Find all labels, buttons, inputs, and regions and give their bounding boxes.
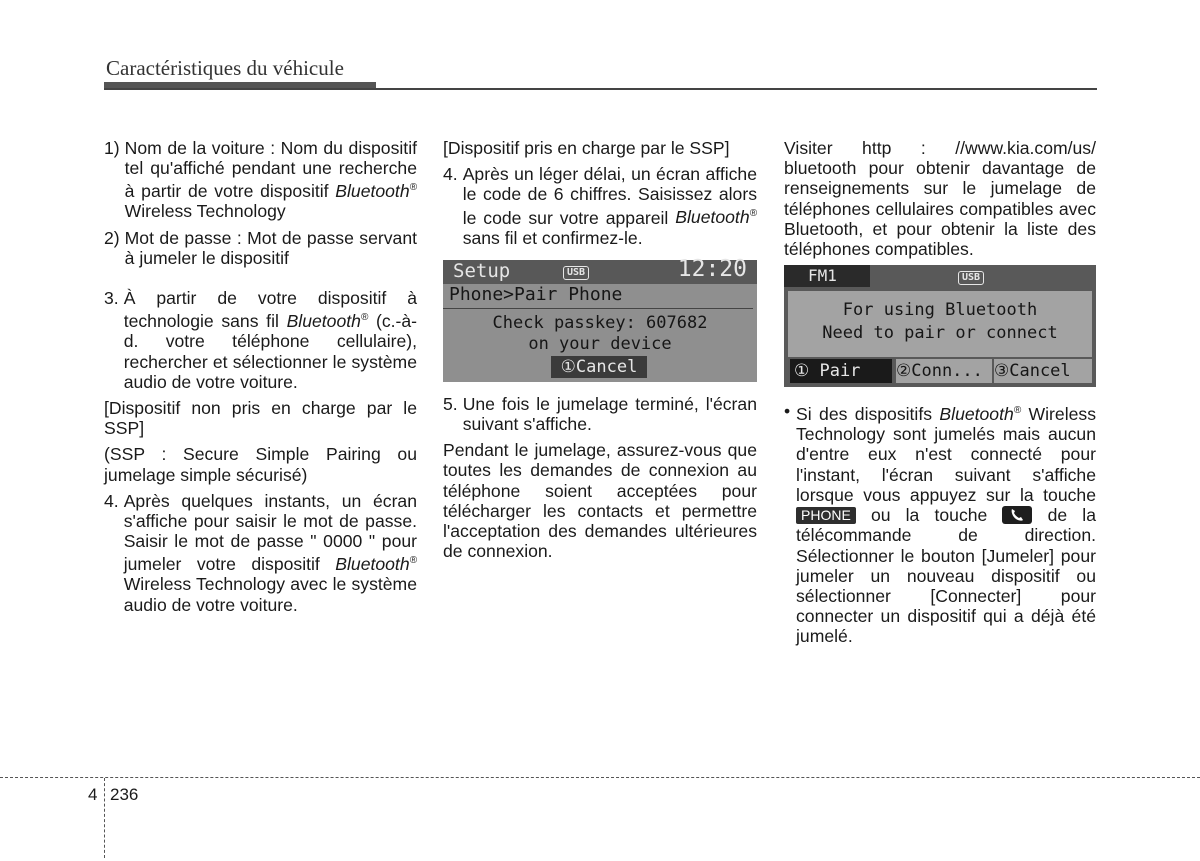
radio-band-label: FM1 bbox=[784, 265, 870, 287]
passkey-instruction: on your device bbox=[528, 333, 672, 354]
ssp-definition: (SSP : Secure Simple Pairing ou jumelage simple sécurisé) bbox=[104, 444, 417, 485]
trademark-symbol: ® bbox=[409, 182, 417, 194]
screen-breadcrumb: Phone>Pair Phone bbox=[449, 283, 623, 305]
step-text bbox=[463, 164, 757, 248]
step-4 bbox=[104, 491, 417, 615]
text-run: Wireless Technology sont jumelés mais aucun d'entre eux n'est connecté pour l'instant, l'écran suivant s'affiche lorsque vous appuyez sur la touche bbox=[796, 404, 1096, 505]
step-text: Une fois le jumelage terminé, l'écran suivant s'affiche. bbox=[462, 393, 757, 435]
text-run: Nom de la voiture : Nom du dispositif tel qu'affiché pendant une recherche à partir de votre dispositif bbox=[124, 138, 417, 202]
passkey-screen bbox=[443, 255, 757, 382]
trademark-symbol: ® bbox=[749, 208, 757, 220]
text-run: Bluetooth bbox=[675, 207, 750, 228]
trademark-symbol: ® bbox=[1013, 405, 1022, 417]
screen-divider bbox=[443, 308, 753, 309]
pair-connect-screen bbox=[784, 265, 1096, 387]
page-number: 236 bbox=[110, 785, 139, 804]
bluetooth-term bbox=[675, 207, 757, 227]
pairing-paragraph: Pendant le jumelage, assurez-vous que toutes les demandes de connexion au téléphone soient acceptées pour télécharger les contacts et permettre l'acceptation des demandes ultérieures de connexion. bbox=[443, 440, 757, 562]
header-rule bbox=[104, 88, 1097, 90]
screen-message-panel bbox=[788, 291, 1092, 357]
column-2 bbox=[443, 138, 757, 568]
chapter-number: 4 bbox=[88, 785, 98, 804]
ssp-heading: [Dispositif pris en charge par le SSP] bbox=[443, 138, 730, 158]
bluetooth-term bbox=[287, 311, 369, 331]
step-5 bbox=[443, 394, 757, 434]
text-run: Wireless Technology avec le système audio de votre voiture. bbox=[123, 574, 417, 615]
call-key-icon bbox=[1002, 506, 1032, 524]
step-4-ssp bbox=[443, 164, 757, 248]
bluetooth-term bbox=[335, 181, 417, 201]
step-number: 5. bbox=[443, 393, 458, 414]
step-text bbox=[124, 491, 417, 615]
text-run: Bluetooth bbox=[335, 554, 410, 575]
item-number: 2) bbox=[104, 227, 120, 248]
bullet-marker: • bbox=[784, 401, 791, 422]
text-run: Si des dispositifs bbox=[796, 404, 940, 425]
step-text bbox=[124, 288, 417, 392]
bluetooth-term bbox=[939, 404, 1021, 424]
step-number: 4. bbox=[104, 490, 119, 511]
list-item-1 bbox=[104, 138, 417, 222]
passkey-message: Check passkey: 607682 bbox=[492, 312, 708, 333]
column-1 bbox=[104, 138, 417, 621]
usb-icon: USB bbox=[958, 271, 984, 285]
item-text bbox=[125, 138, 417, 222]
text-run: de la télécommande de direction. Sélectionner le bouton [Jumeler] pour jumeler un nouveau dispositif ou sélectionner [Connecter] pour connecter un dispositif qui a déjà été jumelé. bbox=[796, 505, 1096, 647]
screen-mode-label: Setup bbox=[453, 259, 511, 282]
bullet-item bbox=[784, 401, 1096, 646]
usb-icon: USB bbox=[563, 266, 589, 280]
bullet-text bbox=[796, 401, 1096, 646]
text-run: (c.-à-d. votre téléphone cellulaire), rechercher et sélectionner le système audio de votre voiture. bbox=[123, 311, 418, 392]
text-run: Bluetooth bbox=[286, 311, 361, 332]
item-number: 1) bbox=[104, 138, 120, 158]
bluetooth-term bbox=[335, 554, 417, 574]
footer-divider bbox=[0, 777, 1200, 778]
phone-key-icon: PHONE bbox=[796, 507, 856, 524]
screen-message-line1: For using Bluetooth bbox=[842, 300, 1038, 321]
column-3 bbox=[784, 138, 1096, 647]
screen-cancel-button: ①Cancel bbox=[551, 356, 647, 378]
footer-vertical-divider bbox=[104, 778, 105, 858]
text-run: Bluetooth bbox=[939, 404, 1014, 425]
step-3 bbox=[104, 288, 417, 392]
step-number: 3. bbox=[104, 288, 119, 309]
screen-cancel-button: ③Cancel bbox=[994, 359, 1092, 383]
screen-connect-button: ②Conn... bbox=[896, 359, 992, 383]
non-ssp-heading: [Dispositif non pris en charge par le SSP] bbox=[104, 397, 417, 439]
text-run: Après un léger délai, un écran affiche le code de 6 chiffres. Saisissez alors le code sur votre appareil bbox=[462, 164, 757, 228]
text-run: Bluetooth bbox=[335, 181, 410, 202]
step-number: 4. bbox=[443, 164, 458, 185]
text-run: sans fil et confirmez-le. bbox=[462, 227, 643, 248]
screen-clock: 12:20 bbox=[677, 255, 747, 282]
text-run: ou la touche bbox=[855, 505, 1003, 526]
text-run: À partir de votre dispositif à technologie sans fil bbox=[123, 288, 417, 332]
text-run: Wireless Technology bbox=[124, 201, 286, 222]
trademark-symbol: ® bbox=[360, 312, 369, 324]
item-text: Mot de passe : Mot de passe servant à jumeler le dispositif bbox=[124, 227, 417, 268]
list-item-2 bbox=[104, 228, 417, 268]
screen-message-line2: Need to pair or connect bbox=[822, 323, 1058, 344]
text-run: Après quelques instants, un écran s'affiche pour saisir le mot de passe. Saisir le mot de passe " 0000 " pour jumeler votre dispositif bbox=[123, 490, 417, 575]
trademark-symbol: ® bbox=[409, 555, 417, 567]
section-title: Caractéristiques du véhicule bbox=[106, 56, 344, 80]
screen-pair-button: ① Pair bbox=[790, 359, 892, 383]
visit-paragraph: Visiter http : //www.kia.com/us/ bluetooth pour obtenir davantage de renseignements sur le jumelage de téléphones cellulaires compatibles avec Bluetooth, et pour obtenir la liste des téléphones compatibles. bbox=[784, 138, 1096, 260]
